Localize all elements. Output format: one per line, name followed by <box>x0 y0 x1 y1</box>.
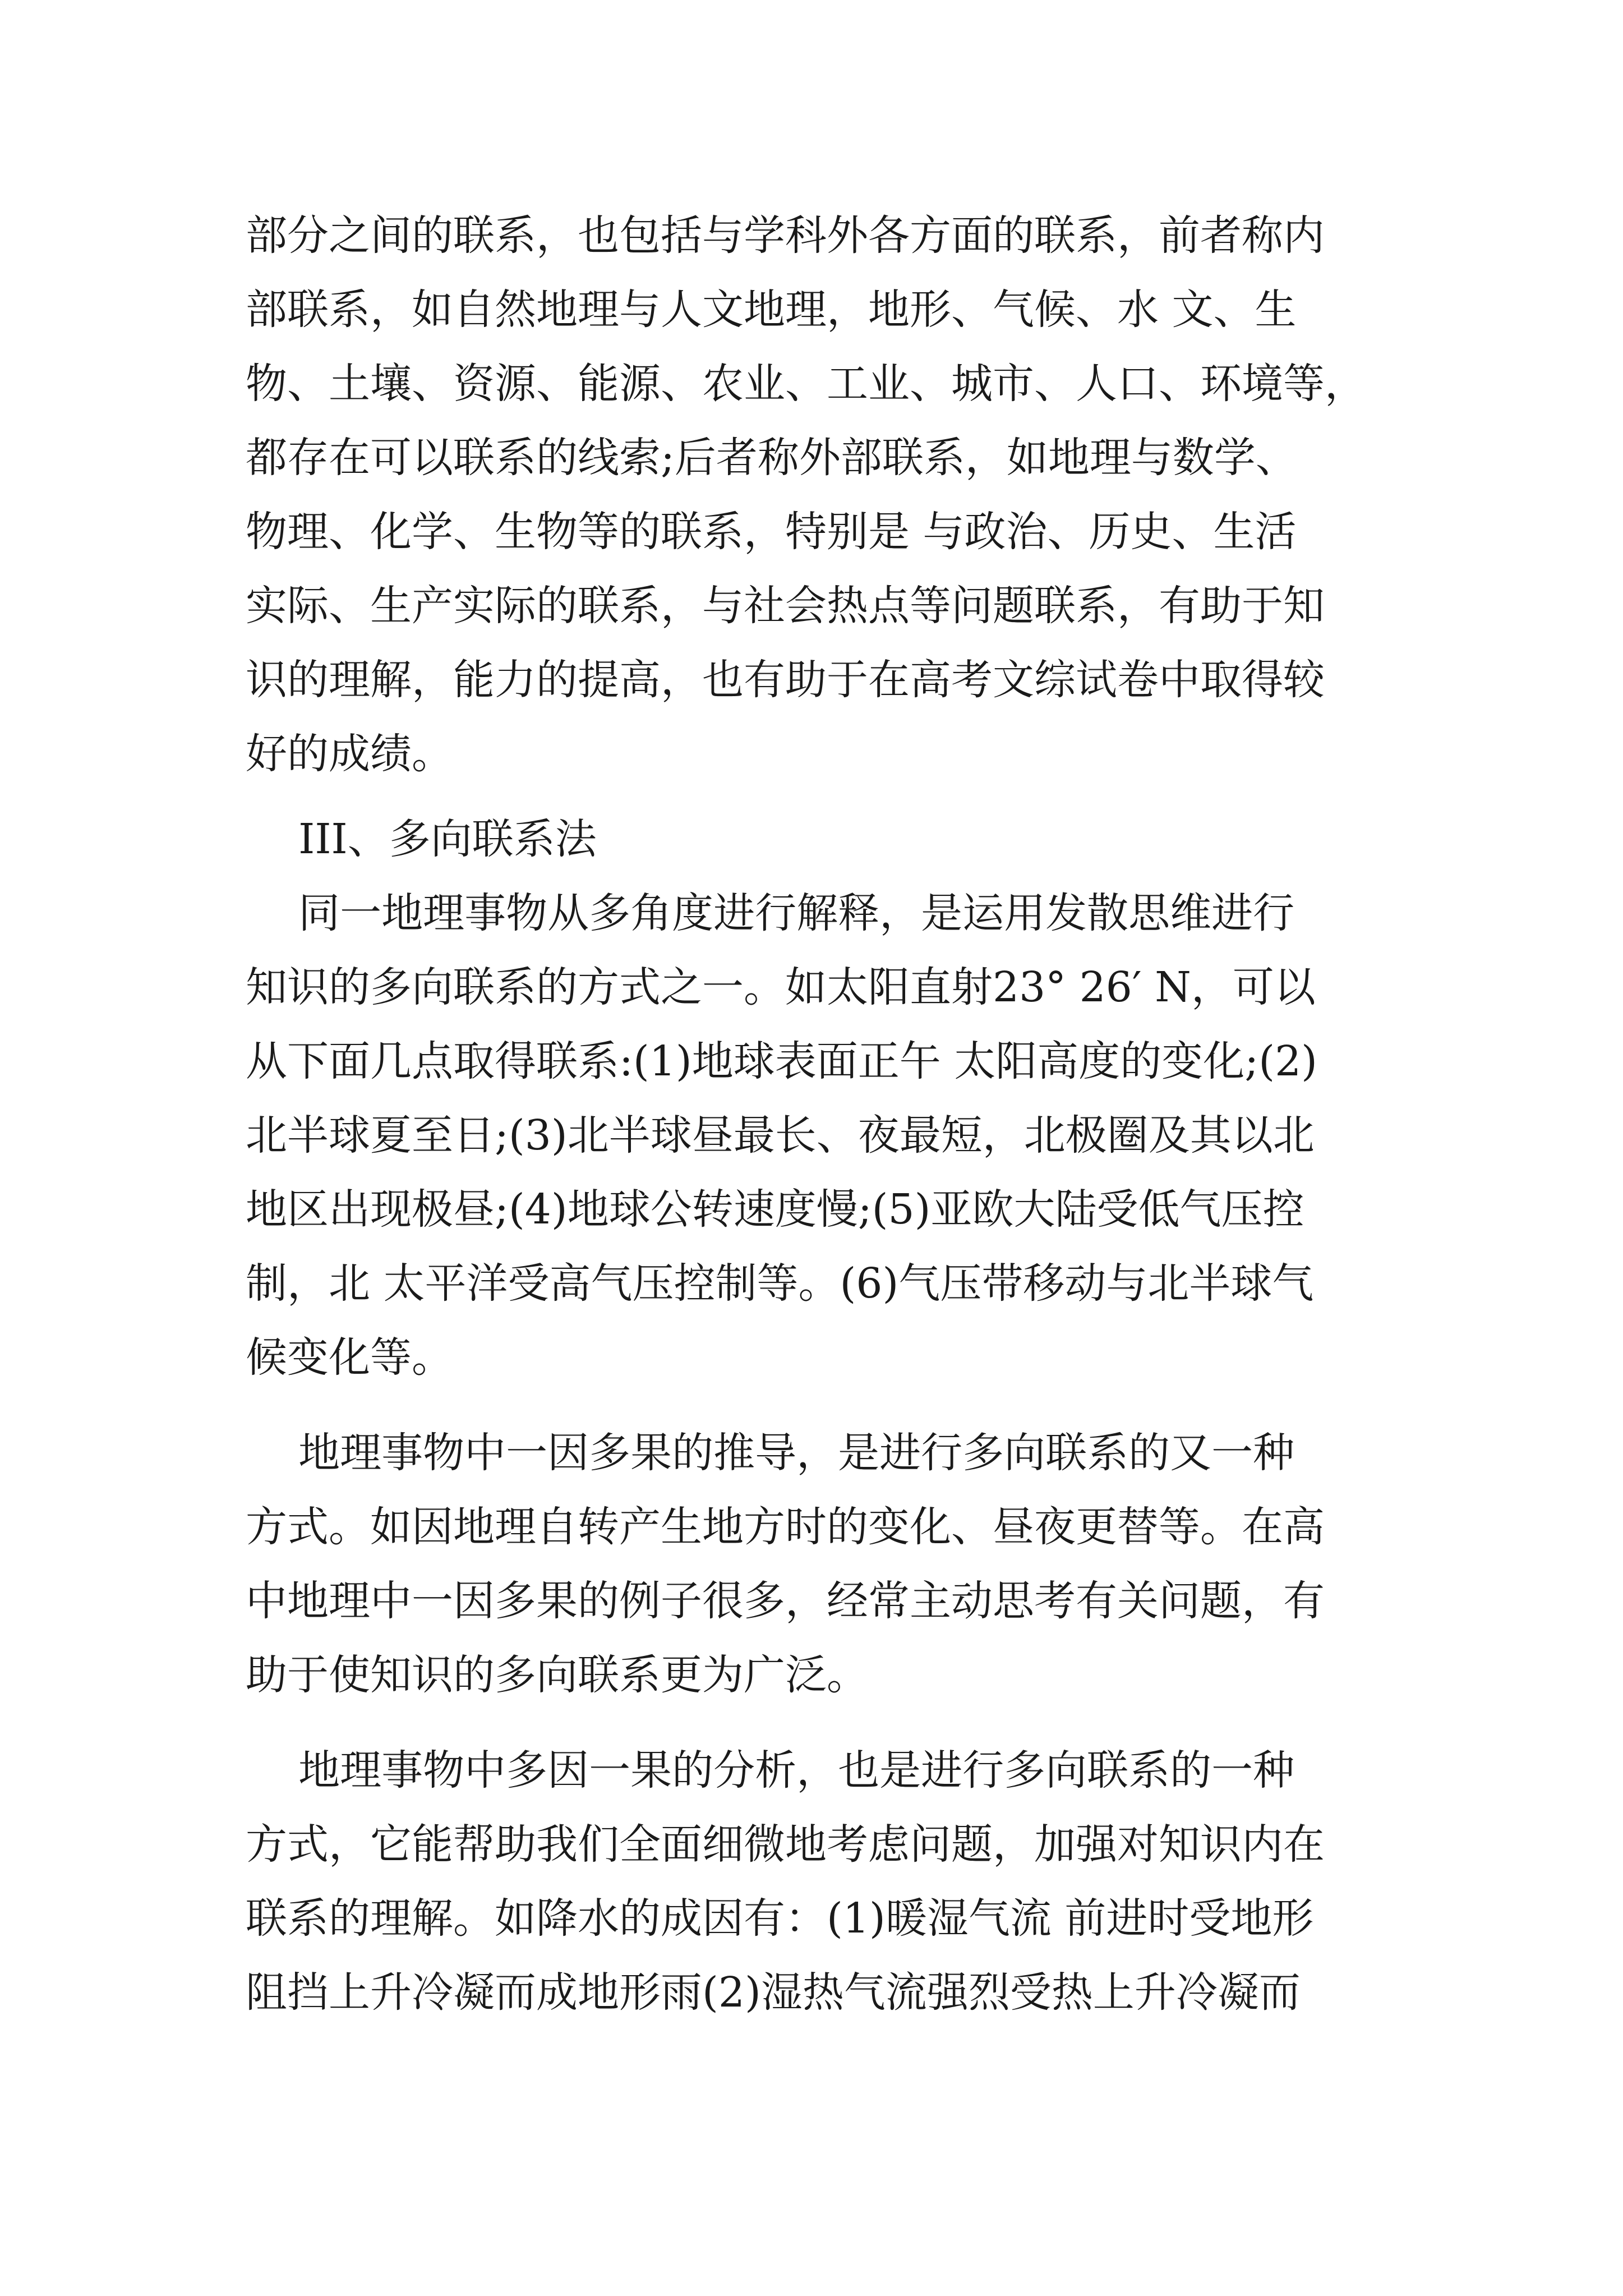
text-line: 实际、生产实际的联系，与社会热点等问题联系，有助于知 <box>246 582 1325 630</box>
text-line: 物、土壤、资源、能源、农业、工业、城市、人口、环境等， <box>246 360 1366 408</box>
text-line: 部分之间的联系，也包括与学科外各方面的联系，前者称内 <box>246 211 1325 260</box>
text-line: 阻挡上升冷凝而成地形雨(2)湿热气流强烈受热上升冷凝而 <box>246 1968 1301 2017</box>
text-line: 物理、化学、生物等的联系，特别是 与政治、历史、生活 <box>246 508 1297 556</box>
text-line: 方式。如因地理自转产生地方时的变化、昼夜更替等。在高 <box>246 1503 1325 1551</box>
text-line: 地理事物中多因一果的分析，也是进行多向联系的一种 <box>246 1746 1295 1795</box>
text-line: 助于使知识的多向联系更为广泛。 <box>246 1651 868 1699</box>
text-line: 地理事物中一因多果的推导，是进行多向联系的又一种 <box>246 1429 1295 1477</box>
text-line: 都存在可以联系的线索;后者称外部联系，如地理与数学、 <box>246 434 1297 482</box>
text-line: 从下面几点取得联系:(1)地球表面正午 太阳高度的变化;(2) <box>246 1037 1318 1085</box>
text-line: 知识的多向联系的方式之一。如太阳直射23° 26′ N，可以 <box>246 963 1316 1011</box>
text-line: 北半球夏至日;(3)北半球昼最长、夜最短，北极圈及其以北 <box>246 1111 1315 1159</box>
text-line: 识的理解，能力的提高，也有助于在高考文综试卷中取得较 <box>246 656 1325 704</box>
text-line: 好的成绩。 <box>246 730 453 778</box>
text-line: 同一地理事物从多角度进行解释，是运用发散思维进行 <box>246 889 1295 937</box>
text-line: 部联系，如自然地理与人文地理，地形、气候、水 文、生 <box>246 286 1297 334</box>
text-line: 制，北 太平洋受高气压控制等。(6)气压带移动与北半球气 <box>246 1259 1314 1308</box>
text-line: 联系的理解。如降水的成因有：(1)暖湿气流 前进时受地形 <box>246 1894 1314 1943</box>
text-line: 方式，它能帮助我们全面细微地考虑问题，加强对知识内在 <box>246 1820 1325 1869</box>
text-line: 中地理中一因多果的例子很多，经常主动思考有关问题，有 <box>246 1577 1325 1625</box>
text-line: 候变化等。 <box>246 1333 453 1382</box>
section-heading: III、多向联系法 <box>246 815 597 863</box>
text-line: 地区出现极昼;(4)地球公转速度慢;(5)亚欧大陆受低气压控 <box>246 1185 1304 1234</box>
